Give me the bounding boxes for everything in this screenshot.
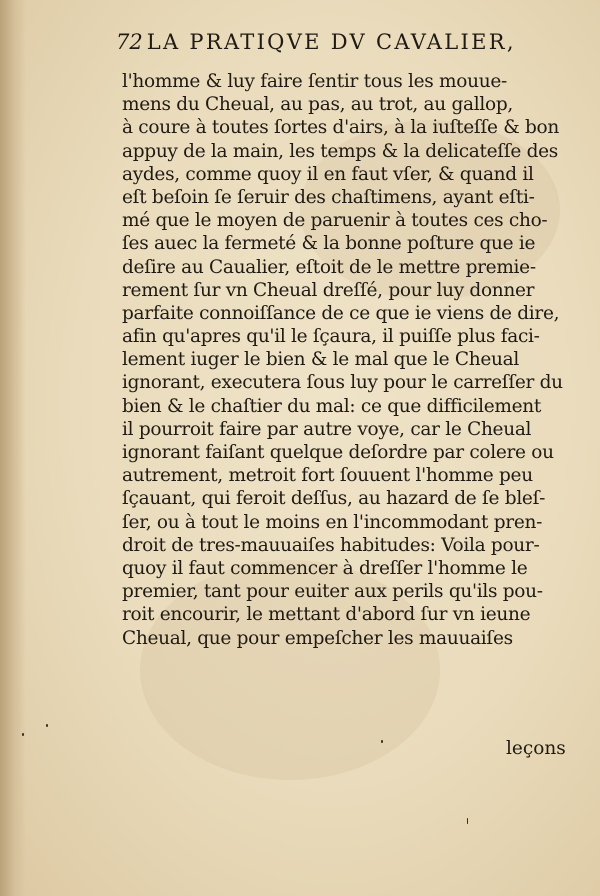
text-line: rement ſur vn Cheual dreſſé, pour luy donner	[122, 279, 535, 301]
body-text	[122, 70, 572, 650]
text-line: eſt beſoin ſe ſeruir des chaſtimens, ayant eſti-	[122, 186, 535, 208]
page-gutter-shadow	[0, 0, 26, 896]
running-header	[116, 30, 536, 62]
text-line: ignorant, executera ſous luy pour le carreſſer du	[122, 372, 563, 394]
text-line: ſes auec la fermeté & la bonne poſture que ie	[122, 233, 536, 255]
page-number: 72	[116, 30, 143, 54]
text-line: aydes, comme quoy il en faut vſer, & quand il	[122, 163, 534, 185]
text-line: il pourroit faire par autre voye, car le Cheual	[122, 418, 532, 440]
text-line: ſçauant, qui feroit deſſus, au hazard de ſe bleſ-	[122, 488, 546, 510]
ink-speck	[381, 740, 383, 743]
text-line: mé que le moyen de paruenir à toutes ces cho-	[122, 210, 548, 232]
text-line: premier, tant pour euiter aux perils qu'ils pou-	[122, 581, 543, 603]
text-line: ſer, ou à tout le moins en l'incommodant pren-	[122, 511, 543, 533]
text-line: ignorant faiſant quelque deſordre par colere ou	[122, 442, 554, 463]
text-line: à coure à toutes ſortes d'airs, à la iuſteſſe & bon	[122, 117, 559, 139]
ink-speck	[46, 724, 48, 727]
ink-speck	[467, 818, 468, 824]
text-line: afin qu'apres qu'il le ſçaura, il puiſſe plus faci-	[122, 326, 540, 348]
text-line: Cheual, que pour empeſcher les mauuaiſes	[122, 627, 513, 649]
running-title: LA PRATIQVE DV CAVALIER,	[146, 30, 516, 54]
text-line: lement iuger le bien & le mal que le Cheual	[122, 349, 519, 371]
catchword: leçons	[506, 738, 566, 759]
text-line: droit de tres-mauuaiſes habitudes: Voila pour-	[122, 534, 540, 556]
text-line: mens du Cheual, au pas, au trot, au gallop,	[122, 94, 513, 116]
ink-speck	[22, 733, 24, 736]
text-line: autrement, metroit fort ſouuent l'homme peu	[122, 465, 533, 487]
text-line: quoy il faut commencer à dreſſer l'homme le	[122, 557, 528, 579]
text-line: l'homme & luy faire ſentir tous les mouue-	[122, 71, 507, 92]
text-line: appuy de la main, les temps & la delicateſſe des	[122, 140, 558, 162]
text-line: parfaite connoiſſance de ce que ie viens de dire,	[122, 302, 560, 324]
text-line: roit encourir, le mettant d'abord ſur vn ieune	[122, 604, 531, 626]
text-line: bien & le chaſtier du mal: ce que difficilement	[122, 395, 542, 417]
text-line: deſire au Caualier, eſtoit de le mettre premie-	[122, 256, 536, 278]
